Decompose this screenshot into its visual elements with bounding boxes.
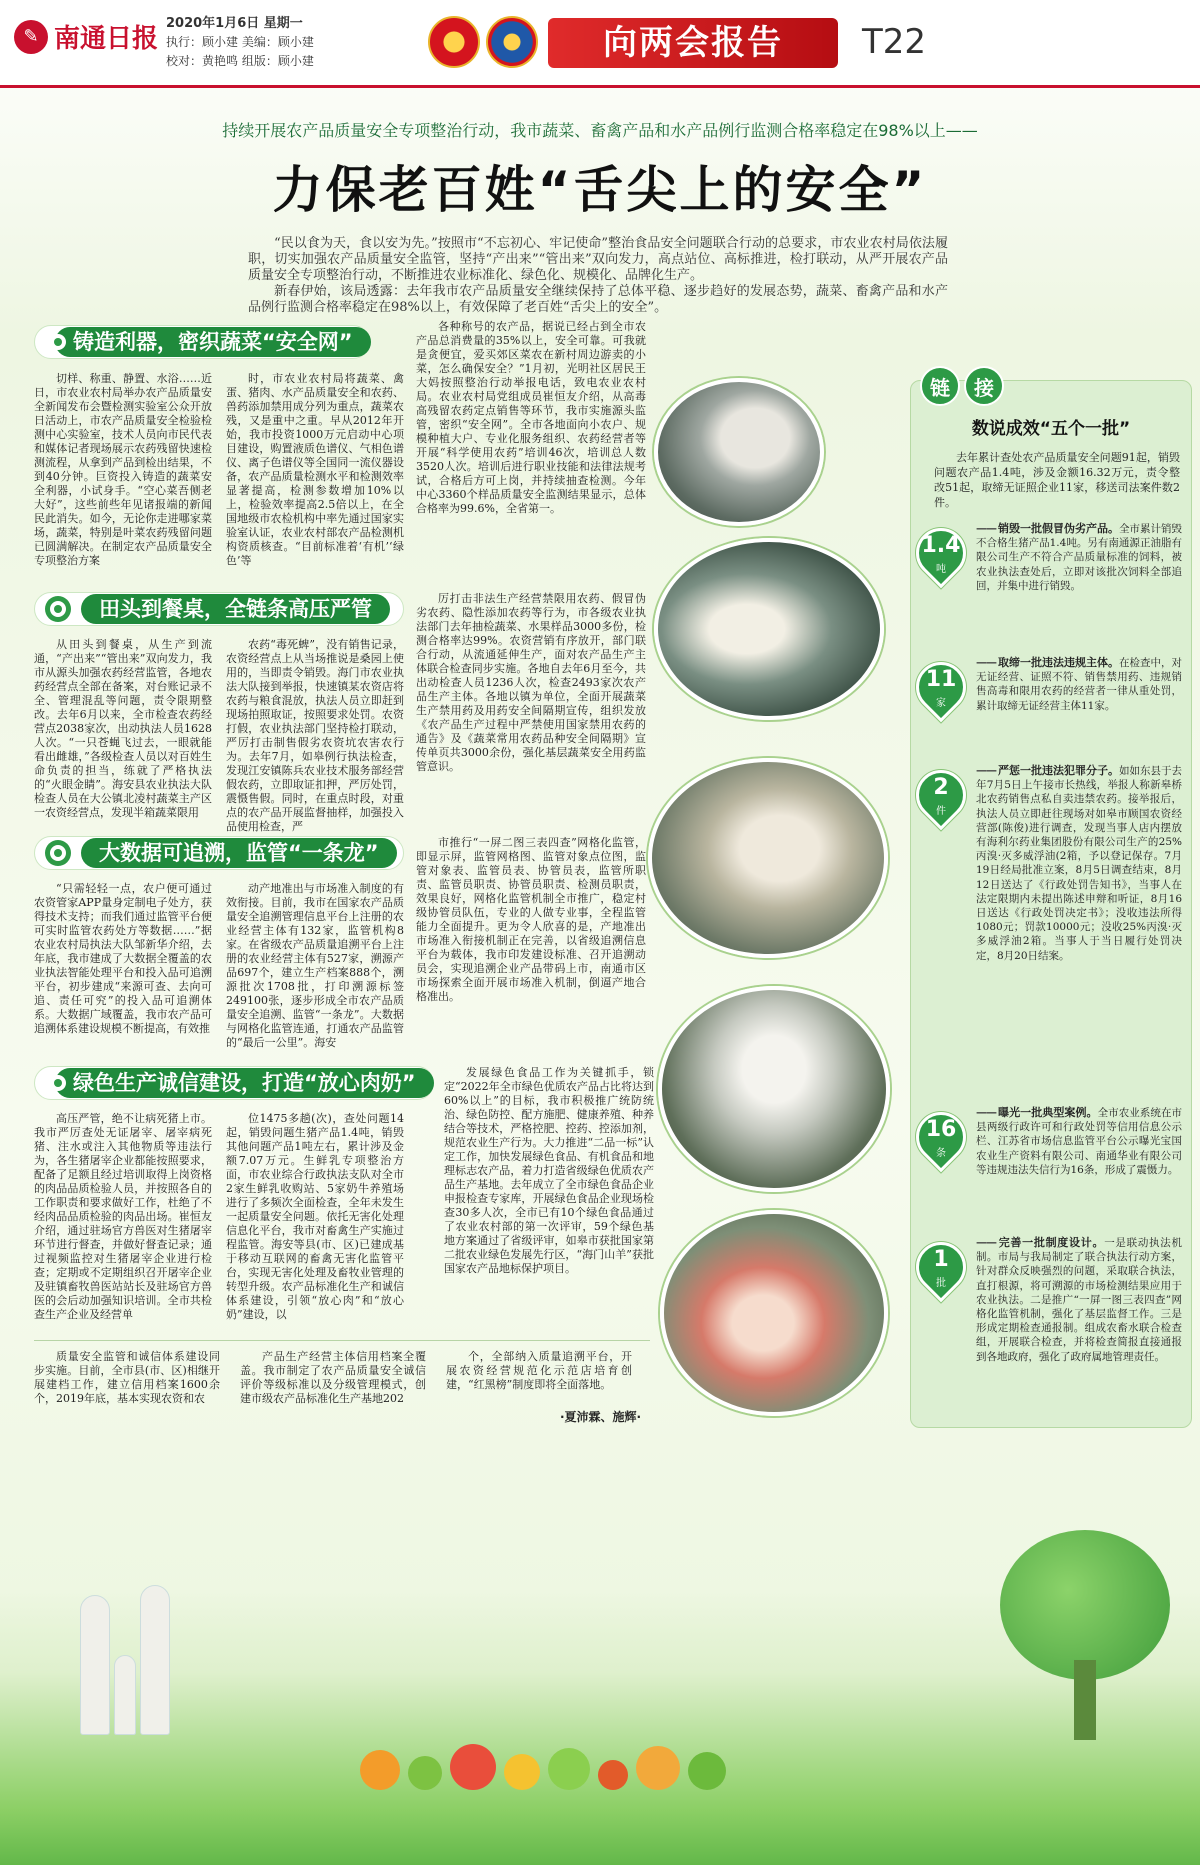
market-inspection-photo <box>660 1210 888 1416</box>
stat-pin-icon <box>916 1112 968 1174</box>
section-heading-2 <box>34 592 404 626</box>
cppcc-emblem-icon <box>486 16 538 68</box>
section-heading-4 <box>34 1066 434 1100</box>
stat-text: 全市农业系统在市县两级行政许可和行政处罚等信用信息公示栏、江苏省市场信息监管平台公示曝光宝国农业生产资料有限公司、南通华业有限公司等违规违法失信行为16条，形成了震慑力。 <box>976 1107 1183 1176</box>
sidebar-tag-char: 接 <box>964 366 1004 406</box>
article-column <box>416 836 646 1058</box>
section-title-2: 田头到餐桌，全链条高压严管 <box>81 594 390 624</box>
stat-heading: —— 严惩一批违法犯罪分子。 <box>976 764 1119 777</box>
produce-illustration <box>360 1730 880 1790</box>
article-column <box>416 320 646 570</box>
stat-heading: —— 曝光一批典型案例。 <box>976 1106 1098 1119</box>
stat-number: 1 <box>933 1247 949 1272</box>
stat-unit: 条 <box>936 1148 946 1159</box>
section-title-4: 绿色生产诚信建设，打造“放心肉奶” <box>55 1068 434 1098</box>
article-column <box>416 592 646 818</box>
header-info <box>166 14 314 71</box>
article-column <box>226 638 404 833</box>
headline-title: 力保老百姓“舌尖上的安全” <box>272 161 928 219</box>
stat-text: 如如东县于去年7月5日上午接市长热线，举报人称新皋桥北农药销售点私自卖违禁农药。接举报后，执法人员立即赶往现场对如皋市顾国农资经营部(陈俊)进行调查，发现当事人店内摆放有海利尔药业集团股份有限公司生产的25%丙溴·灭多威浮油(2箱，予以登记保存。7月19日经局批准立案，8月5日调查结束，8月12日送达了《行政处罚告知书》，当事人在法定限期内未提出陈述申辩和听证，8月16日送达《行政处罚决定书》；没收违法所得1080元；罚款10000元；没收25%丙溴·灭多威浮油2箱。当事人于当日履行处罚决定，8月20日结案。 <box>976 765 1182 962</box>
stat-unit: 吨 <box>936 564 946 575</box>
paragraph: 去年累计查处农产品质量安全问题91起，销毁问题农产品1.4吨，涉及金额16.32万元，责令整改51起，取缔无证照企业11家，移送司法案件数2件。 <box>934 451 1180 509</box>
paragraph: 位1475多趟(次)，查处问题14起，销毁问题生猪产品1.4吨，销毁其他问题产品1吨左右，累计涉及金额7.07万元。生鲜乳专项整治方面，市农业综合行政执法支队对全市2家生鲜乳收购站、5家奶牛养殖场进行了多频次全面检查，全年未发生一起质量安全问题。依托无害化处理信息化平台，我市对畜禽生产实施过程监管。海安等县(市、区)已建成基于移动互联网的畜禽无害化监管平台，实现无害化处理及畜牧业管理的转型升级。农产品标准化生产和诚信体系建设，引领“放心肉”和“放心奶”建设，以 <box>226 1112 404 1321</box>
logo-icon: ✎ <box>14 20 48 54</box>
stat-heading: —— 完善一批制度设计。 <box>976 1236 1104 1249</box>
lab-inspection-photo <box>654 538 884 720</box>
paragraph: 农药“毒死蜱”，没有销售记录，农资经营点上从当场推说是桑园上使用的，当即责令销毁。海门市农业执法大队接到举报，快速镇某农资店将农药与粮食混放，执法人员立即赶到现场拍照取证，按照要求处罚。农资打假，农业执法部门坚持检打联动，严厉打击制售假劣农资坑农害农行为。去年7月，如皋例行执法检查，发现江安镇陈兵农业技术服务部经营假农药，立即取证扣押，严厉处罚，震慑售假。同时，在重点时段，对重点的农产品开展监督抽样，加强投入品使用检查，严 <box>226 638 404 833</box>
article-column <box>226 882 404 1058</box>
paragraph: “只需轻轻一点，农户便可通过农资管家APP量身定制电子处方，获得技术支持；而我们通过监管平台便可实时监管农药处方等数据……”据农业农村局执法大队邹新华介绍，去年底，我市建成了大数据全覆盖的农业执法智能处理平台和投入品可追溯平台，初步建成“来源可查、去向可追、责任可究”的投入品可追溯体系。大数据广域覆盖，我市农产品可追溯体系建设规模不断提高，有效推 <box>34 882 212 1035</box>
stat-pin-icon <box>916 770 968 832</box>
stat-pin-icon <box>916 662 968 724</box>
article-column <box>34 1112 212 1330</box>
issue-date: 2020年1月6日 星期一 <box>166 16 303 31</box>
editor-line: 执行：顾小建 美编：顾小建 <box>166 35 314 49</box>
article-column <box>226 1112 404 1330</box>
paragraph: 各种称号的农产品，据说已经占到全市农产品总消费量的35%以上，安全可靠。可我就是贪便宜，爱买郊区菜农在新村周边游卖的小菜，怎么确保安全？”1月初，光明社区居民王大妈按照整治行动举报电话，致电农业农村局。农业农村局党组成员崔恒友介绍，从高毒高残留农药定点销售等环节，我市实施源头监管，密织“安全网”。全市各地面向小农户、规模种植大户、专业化服务组织、农药经营者等开展“科学使用农药”培训46次，培训总人数3520人次。培训后进行职业技能和法律法规考试，合格后方可上岗，并持续抽查检测。今年中心3360个样品质量安全监测结果显示，总体合格率为99.6%，全省第一。 <box>416 320 646 515</box>
paragraph: 从田头到餐桌，从生产到流通，“产出来”“管出来”双向发力，我市从源头加强农药经营监管，各地农药经营点全部在备案，对台账记录不全、管理混乱等问题，责令限期整改。去年6月以来，全市检查农药经营点2038家次，出动执法人员1628人次。“一只苍蝇飞过去，一眼就能看出雌雄，”各级检查人员以对百姓生命负责的担当，练就了严格执法的“火眼金睛”。海安县农业执法大队检查人员在大公镇北凌村蔬菜主产区一农资经营点，发现半箱蔬菜限用 <box>34 638 212 819</box>
stat-number: 16 <box>925 1117 957 1142</box>
article-column <box>34 1350 220 1420</box>
family-illustration <box>80 1565 180 1735</box>
sidebar-tag <box>920 366 1004 406</box>
section-banner: 向两会报告 <box>548 18 838 68</box>
stat-item <box>912 522 1190 634</box>
stat-item <box>912 656 1190 752</box>
sidebar-intro <box>934 450 1180 510</box>
bullet-icon <box>45 596 71 622</box>
stat-pin-icon <box>916 528 968 590</box>
sidebar-tag-char: 链 <box>920 366 960 406</box>
stat-text: 一是联动执法机制。市局与我局制定了联合执法行动方案，针对群众反映强烈的问题，采取联合执法，直打根源，将可溯源的市场检测结果应用于农业执法。二是推广“一屏一图三表四查”网格化监管机制，强化了基层监督工作。三是形成定期检查通报制。组成农畜水联合检查组，开展联合检查，并将检查简报直接通报到各地政府，强化了政府属地管理责任。 <box>976 1237 1182 1363</box>
national-emblem-icon <box>428 16 480 68</box>
article-column <box>34 638 212 818</box>
stat-unit: 家 <box>936 698 946 709</box>
paragraph: 时，市农业农村局将蔬菜、禽蛋、猪肉、水产品质量安全和农药、兽药添加禁用成分列为重点，蔬菜农残，又是重中之重。早从2012年开始，我市投资1000万元启动中心项目建设，购置液质色谱仪、气相色谱仪、离子色谱仪等全国同一流仪器设备，农产品质量检测水平和检测效率显著提高，检测参数增加10%以上，检验效率提高2.5倍以上，在全国地级市农检机构中率先通过国家实验室认证，农业农村部农产品检测机构资质核查。“目前标准着‘有机’‘绿色’等 <box>226 372 404 567</box>
stat-item <box>912 1236 1190 1422</box>
tree-illustration <box>1000 1530 1170 1740</box>
headline-subtitle: 持续开展农产品质量安全专项整治行动，我市蔬菜、畜禽产品和水产品例行监测合格率稳定在98%以上—— <box>222 121 978 140</box>
stat-heading: —— 取缔一批违法违规主体。 <box>976 656 1119 669</box>
article-column <box>34 372 212 570</box>
section-heading-3 <box>34 836 404 870</box>
paragraph: 产品生产经营主体信用档案全覆盖。我市制定了农产品质量安全诚信评价等级标准以及分级管理模式，创建市级农产品标准化生产基地202 <box>240 1350 426 1405</box>
page-header <box>0 0 1200 88</box>
stat-pin-icon <box>916 1242 968 1304</box>
logo-text: 南通日报 <box>54 24 159 54</box>
author-byline: ·夏沛霖、施辉· <box>560 1410 642 1424</box>
stat-unit: 批 <box>936 1278 946 1289</box>
divider <box>34 1340 650 1341</box>
stat-text: 全市累计销毁不合格生猪产品1.4吨。另有南通源正油脂有限公司生产不符合产品质量标准的饲料，被农业执法查处后，立即对该批次饲料全部追回，并集中进行销毁。 <box>976 523 1182 592</box>
article-column <box>34 882 212 1058</box>
newspaper-logo <box>14 18 158 55</box>
section-title-3: 大数据可追溯，监管“一条龙” <box>81 838 397 868</box>
paragraph: 个，全部纳入质量追溯平台，开展农资经营规范化示范店培育创建，“红黑榜”制度即将全面落地。 <box>446 1350 632 1391</box>
check-line: 校对：黄艳鸣 组版：顾小建 <box>166 54 314 68</box>
lead-text-1: “民以食为天，食以安为先。”按照市“不忘初心、牢记使命”整治食品安全问题联合行动的总要求，市农业农村局依法履职，切实加强农产品质量安全监管，坚持“产出来”“管出来”双向发力，高点站位、高标推进，检打联动，从严开展农产品质量安全专项整治行动，不断推进农业标准化、绿色化、规模化、品牌化生产。 <box>248 236 948 283</box>
page-number: T22 <box>862 22 927 62</box>
article-column <box>444 1066 654 1330</box>
paragraph: 市推行“一屏二图三表四查”网格化监管，即显示屏，监管网格图、监管对象点位图，监管对象表、监管员表、协管员表，监管所职责、监管员职责、协管员职责、检测员职责，效果良好，网格化监管机制全市推广，稳定村级协管员队伍，专业的人做专业事，全程监管能力全面提升。更为令人欣喜的是，产地准出市场准入衔接机制正在完善，以省级追溯信息平台为载体，我市印发建设标准、召开追溯动员会，实现追溯企业产品带码上市，南通市区市场探索全面开展市场准入机制，倒逼产地合格准出。 <box>416 836 646 1003</box>
stat-item <box>912 764 1190 1094</box>
sidebar-title: 数说成效“五个一批” <box>971 419 1131 439</box>
lead-text-2: 新春伊始，该局透露：去年我市农产品质量安全继续保持了总体平稳、逐步趋好的发展态势，蔬菜、畜禽产品和水产品例行监测合格率稳定在98%以上，有效保障了老百姓“舌尖上的安全”。 <box>248 284 948 315</box>
field-inspection-photo <box>658 986 890 1192</box>
lab-photo <box>654 378 824 526</box>
paragraph: 厉打击非法生产经营禁限用农药、假冒伪劣农药、隐性添加农药等行为，市各级农业执法部门去年抽检蔬菜、水果样品3000多份，检测合格率达99%。农资营销有序放开，部门联合行动，从流通延伸生产，面对农产品生产主体联合检查同步实施。各地自去年6月至今，共出动检查人员1236人次，检查2493家次农产品生产主体。各地以镇为单位，全面开展蔬菜生产禁用药及用药安全间隔期宣传，组织发放《农产品生产过程中严禁使用国家禁用农药的通告》及《蔬菜常用农药品种安全间隔期》宣传单页共3000余份，强化基层蔬菜安全用药监管意识。 <box>416 592 646 773</box>
article-column <box>240 1350 426 1420</box>
section-title-1: 铸造利器，密织蔬菜“安全网” <box>55 327 371 357</box>
paragraph: 动产地准出与市场准入制度的有效衔接。目前，我市在国家农产品质量安全追溯管理信息平台上注册的农业经营主体有132家，监管机构8家。在省级农产品质量追溯平台上注册的农业经营主体有527家，溯源产品697个，建立生产档案888个，溯源批次1708批，打印溯源标签249100张，逐步形成全市农产品质量安全追溯、监管“一条龙”。大数据与网格化监管连通，打通农产品监管的“最后一公里”。海安 <box>226 882 404 1049</box>
article-column <box>226 372 404 570</box>
lead-paragraph <box>248 236 948 316</box>
stat-item <box>912 1106 1190 1222</box>
stat-unit: 件 <box>936 806 946 817</box>
lab-testing-photo <box>648 758 888 958</box>
paragraph: 发展绿色食品工作为关键抓手，锁定“2022年全市绿色优质农产品占比将达到60%以上”的目标，我市积极推广统防统治、绿色防控、配方施肥、健康养殖、种养结合等技术，严格控肥、控药、控添加剂，规范农业生产行为。大力推进“二品一标”认定工作，加快发展绿色食品、有机食品和地理标志农产品，着力打造省级绿色优质农产品生产基地。去年成立了全市绿色食品企业申报检查专家库，开展绿色食品企业现场检查30多人次，全市已有10个绿色食品通过了农业农村部的第一次评审，59个绿色基地方案通过了省级评审，如皋市获批国家第二批农业绿色发展先行区，“海门山羊”获批国家农产品地标保护项目。 <box>444 1066 654 1275</box>
section-heading-1 <box>34 325 370 359</box>
stat-number: 11 <box>925 667 957 692</box>
paragraph: 切样、称重、静置、水浴……近日，市农业农村局举办农产品质量安全新闻发布会暨检测实验室公众开放日活动上，市农产品质量安全检验检测中心实验室，技术人员向市民代表和媒体记者现场展示农药残留快速检测流程，从拿到产品到检出结果，不到40分钟。巨资投入铸造的蔬菜安全利器，小试身手。“空心菜吾侧老大好”，这些前些年见诸报端的新闻民此消失。如今，无论你走进哪家菜场，蔬菜，特别是叶菜农药残留问题已圆满解决。在制定农产品质量安全专项整治方案 <box>34 372 212 567</box>
stat-heading: —— 销毁一批假冒伪劣产品。 <box>976 522 1119 535</box>
paragraph: 质量安全监管和诚信体系建设同步实施。目前，全市县(市、区)相继开展建档工作，建立信用档案1600余个，2019年底，基本实现农资和农 <box>34 1350 220 1405</box>
paragraph: 高压严管，绝不让病死猪上市。我市严厉查处无证屠宰、屠宰病死猪、注水或注入其他物质等违法行为，各生猪屠宰企业都能按照要求，配备了足额且经过培训取得上岗资格的肉品品质检验人员，并按照各自的工作职责和要求做好工作，杜绝了不经肉品品质检验的肉品出场。崔恒友介绍，通过驻场官方兽医对生猪屠宰环节进行督查，并做好督查记录；通过视频监控对生猪屠宰企业进行检查；定期或不定期组织召开屠宰企业及驻镇畜牧兽医站站长及驻场官方兽医的会后动加强知识培训。全市共检查生产企业及经营单 <box>34 1112 212 1321</box>
article-column <box>446 1350 632 1406</box>
bullet-icon <box>45 840 71 866</box>
stat-number: 2 <box>933 775 949 800</box>
stat-text: 在检查中，对无证经营、证照不符、销售禁用药、违规销售高毒和限用农药的经营者一律从重处罚，累计取缔无证经营主体11家。 <box>976 657 1182 712</box>
stat-number: 1.4 <box>921 533 961 558</box>
